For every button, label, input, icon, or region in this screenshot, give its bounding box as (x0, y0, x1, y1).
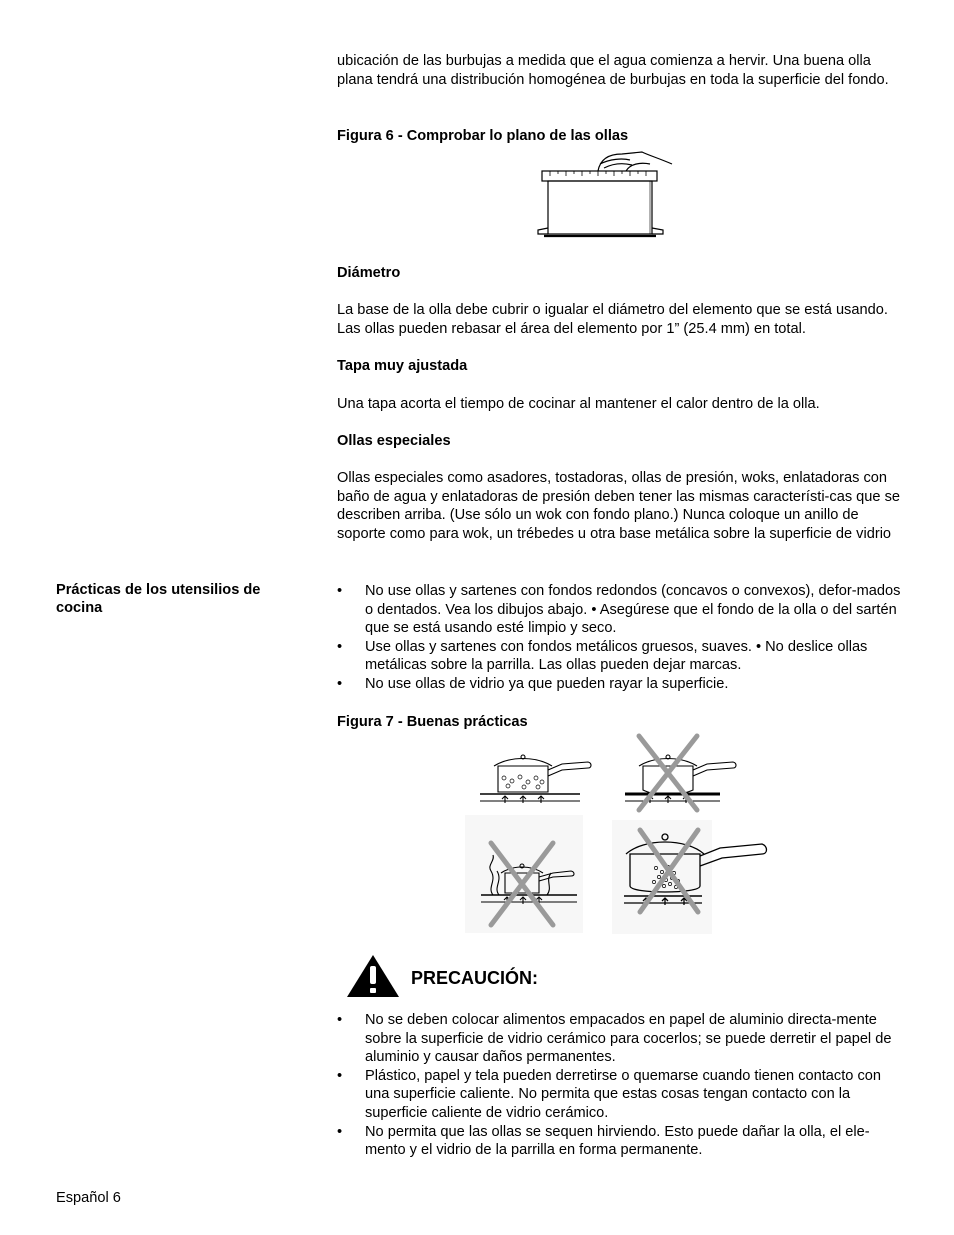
figure7-bad-warped-pot-illustration (625, 730, 735, 815)
list-item: • No se deben colocar alimentos empacados en papel de aluminio directa-mente sobre la superficie de vidrio cerámico para cocerlos; se puede derretir el papel de aluminio y causar daños permanentes. (337, 1012, 892, 1066)
diameter-heading: Diámetro (337, 265, 401, 281)
figure7-good-pot-illustration (480, 748, 590, 808)
figure7-bad-large-pot-illustration (612, 820, 772, 935)
practices-list (337, 582, 902, 694)
list-item: • No use ollas de vidrio ya que pueden rayar la superficie. (337, 675, 729, 692)
lid-text: Una tapa acorta el tiempo de cocinar al mantener el calor dentro de la olla. (337, 396, 820, 412)
list-item: • No use ollas y sartenes con fondos redondos (concavos o convexos), defor-mados o dentados. Vea los dibujos abajo. • Asegúrese que el fondo de la olla o del sartén que se está usando esté limpio y seco. (337, 583, 901, 637)
list-item: • No permita que las ollas se sequen hirviendo. Esto puede dañar la olla, el ele-mento y el vidrio de la parrilla en forma permanente. (337, 1123, 870, 1159)
list-item: • Use ollas y sartenes con fondos metálicos gruesos, suaves. • No deslice ollas metálicas sobre la parrilla. Las ollas pueden dejar marcas. (337, 638, 868, 674)
diameter-text: La base de la olla debe cubrir o igualar el diámetro del elemento que se está usando. Las ollas pueden rebasar el área del elemento por 1” (25.4 mm) en total. (337, 302, 888, 337)
warning-triangle-icon (345, 953, 401, 999)
page-footer: Español 6 (56, 1190, 121, 1206)
caution-title: PRECAUCIÓN: (411, 968, 539, 988)
figure7-bad-small-pot-illustration (465, 815, 585, 935)
figure6-caption: Figura 6 - Comprobar lo plano de las ollas (337, 128, 629, 144)
special-text: Ollas especiales como asadores, tostadoras, ollas de presión, woks, enlatadoras con baño de agua y enlatadoras de presión deben tener las mismas característi-cas que se describen arriba. (Use sólo un wok con fondo plano.) Nunca coloque un anillo de soporte como para wok, un trébedes u otra base metálica sobre la superficie de vidrio (337, 470, 900, 542)
figure7-caption: Figura 7 - Buenas prácticas (337, 714, 528, 730)
lid-heading: Tapa muy ajustada (337, 358, 468, 374)
special-heading: Ollas especiales (337, 433, 451, 449)
practices-side-heading: Prácticas de los utensilios de cocina (56, 582, 261, 616)
figure6-flatness-illustration (530, 150, 675, 245)
caution-list (337, 1011, 902, 1160)
intro-paragraph: ubicación de las burbujas a medida que el agua comienza a hervir. Una buena olla plana tendrá una distribución homogénea de burbujas en toda la superficie del fondo. (337, 53, 889, 88)
list-item: • Plástico, papel y tela pueden derretirse o quemarse cuando tienen contacto con una superficie caliente. No permita que estas cosas tengan contacto con la superficie caliente de vidrio cerámico. (337, 1067, 881, 1121)
